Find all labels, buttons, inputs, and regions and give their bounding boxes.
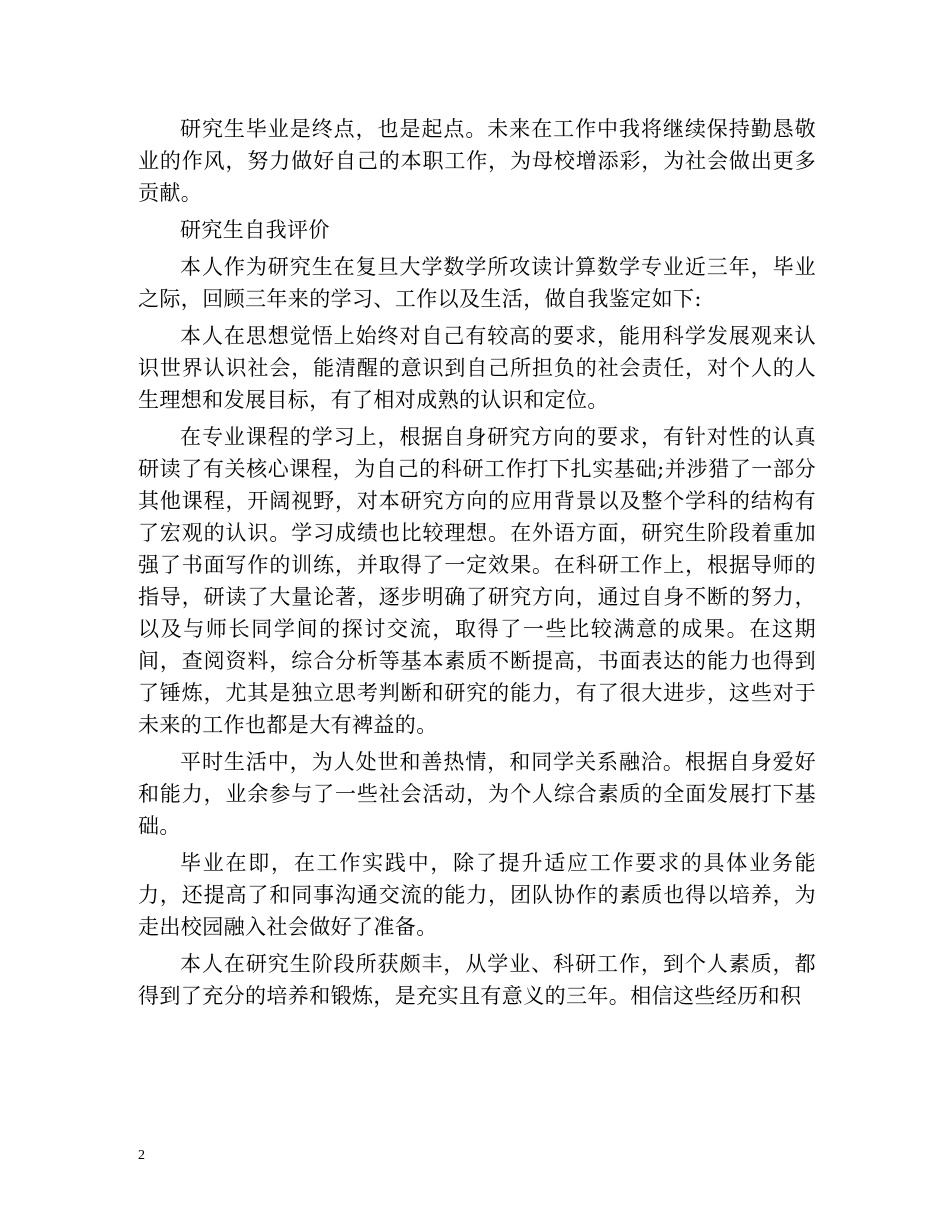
page-number: 2 bbox=[138, 1148, 145, 1163]
paragraph-summary: 本人在研究生阶段所获颇丰，从学业、科研工作，到个人素质，都得到了充分的培养和锻炼，是充实且有意义的三年。相信这些经历和积 bbox=[138, 952, 816, 1008]
paragraph-closing-remarks: 研究生毕业是终点，也是起点。未来在工作中我将继续保持勤恳敬业的作风，努力做好自己的本职工作，为母校增添彩，为社会做出更多贡献。 bbox=[138, 117, 816, 205]
paragraph-ideology: 本人在思想觉悟上始终对自己有较高的要求，能用科学发展观来认识世界认识社会，能清醒的意识到自己所担负的社会责任，对个人的人生理想和发展目标，有了相对成熟的认识和定位。 bbox=[138, 324, 816, 412]
document-body bbox=[138, 113, 816, 1017]
paragraph-work-practice: 毕业在即，在工作实践中，除了提升适应工作要求的具体业务能力，还提高了和同事沟通交流的能力，团队协作的素质也得以培养，为走出校园融入社会做好了准备。 bbox=[138, 851, 816, 939]
paragraph-daily-life: 平时生活中，为人处世和善热情，和同学关系融洽。根据自身爱好和能力，业余参与了一些社会活动，为个人综合素质的全面发展打下基础。 bbox=[138, 750, 816, 838]
section-heading: 研究生自我评价 bbox=[180, 218, 330, 242]
paragraph-study-research: 在专业课程的学习上，根据自身研究方向的要求，有针对性的认真研读了有关核心课程，为自己的科研工作打下扎实基础;并涉猎了一部分其他课程，开阔视野，对本研究方向的应用背景以及整个学科的结构有了宏观的认识。学习成绩也比较理想。在外语方面，研究生阶段着重加强了书面写作的训练，并取得了一定效果。在科研工作上，根据导师的指导，研读了大量论著，逐步明确了研究方向，通过自身不断的努力，以及与师长同学间的探讨交流，取得了一些比较满意的成果。在这期间，查阅资料，综合分析等基本素质不断提高，书面表达的能力也得到了锤炼，尤其是独立思考判断和研究的能力，有了很大进步，这些对于未来的工作也都是大有裨益的。 bbox=[138, 425, 816, 737]
paragraph-introduction: 本人作为研究生在复旦大学数学所攻读计算数学专业近三年，毕业之际，回顾三年来的学习、工作以及生活，做自我鉴定如下: bbox=[138, 255, 816, 311]
